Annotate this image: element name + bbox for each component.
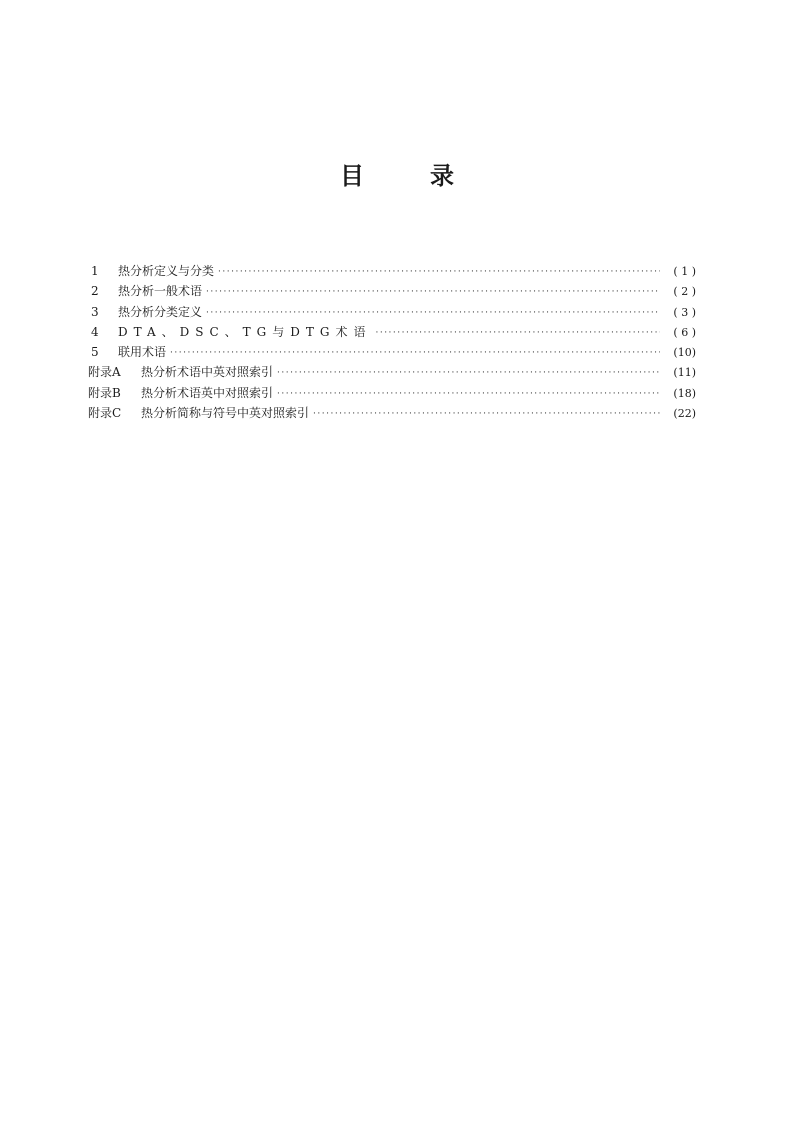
toc-number: 3	[91, 304, 99, 319]
toc-label: 热分析分类定义	[118, 304, 203, 319]
toc-leader-dots	[277, 363, 660, 383]
toc-entry[interactable]	[88, 403, 696, 423]
toc-leader-dots	[375, 323, 660, 343]
toc-label: 热分析定义与分类	[118, 264, 215, 278]
toc-label: 热分析简称与符号中英对照索引	[141, 406, 310, 421]
toc-entry[interactable]	[88, 322, 696, 342]
toc-entry[interactable]	[88, 342, 696, 362]
toc-page-number: ( 2 )	[673, 285, 696, 299]
toc-number: 1	[91, 264, 99, 278]
toc-number: 附录B	[88, 385, 121, 400]
toc-leader-dots	[218, 262, 660, 282]
toc-page-number: ( 3 )	[673, 305, 696, 319]
page-title	[0, 156, 794, 191]
toc-page-number: (18)	[673, 386, 696, 400]
toc-entry[interactable]	[88, 302, 696, 322]
toc-number: 4	[91, 324, 99, 339]
table-of-contents	[88, 261, 696, 423]
toc-page-number: (10)	[673, 346, 696, 360]
toc-number: 2	[91, 284, 99, 299]
title-char-2: 录	[430, 162, 454, 190]
toc-leader-dots	[313, 404, 660, 424]
toc-entry[interactable]	[88, 362, 696, 382]
toc-label: 热分析术语中英对照索引	[141, 365, 274, 380]
toc-number: 5	[91, 345, 99, 360]
toc-page-number: ( 6 )	[673, 325, 696, 339]
toc-leader-dots	[170, 343, 660, 363]
toc-leader-dots	[206, 282, 660, 302]
toc-number: 附录C	[88, 406, 122, 421]
toc-entry[interactable]	[88, 383, 696, 403]
toc-label: 联用术语	[118, 345, 167, 360]
toc-label: 热分析术语英中对照索引	[141, 385, 274, 400]
toc-page-number: ( 1 )	[673, 265, 696, 278]
toc-entry[interactable]	[88, 261, 696, 281]
toc-number: 附录A	[88, 365, 121, 380]
toc-entry[interactable]	[88, 281, 696, 301]
toc-page-number: (22)	[673, 407, 696, 421]
toc-leader-dots	[277, 384, 660, 404]
toc-label: DTA、DSC、TG与DTG术语	[118, 324, 372, 339]
toc-leader-dots	[206, 303, 660, 323]
title-char-1: 目	[340, 162, 364, 190]
toc-page-number: (11)	[673, 366, 696, 380]
toc-label: 热分析一般术语	[118, 284, 203, 299]
